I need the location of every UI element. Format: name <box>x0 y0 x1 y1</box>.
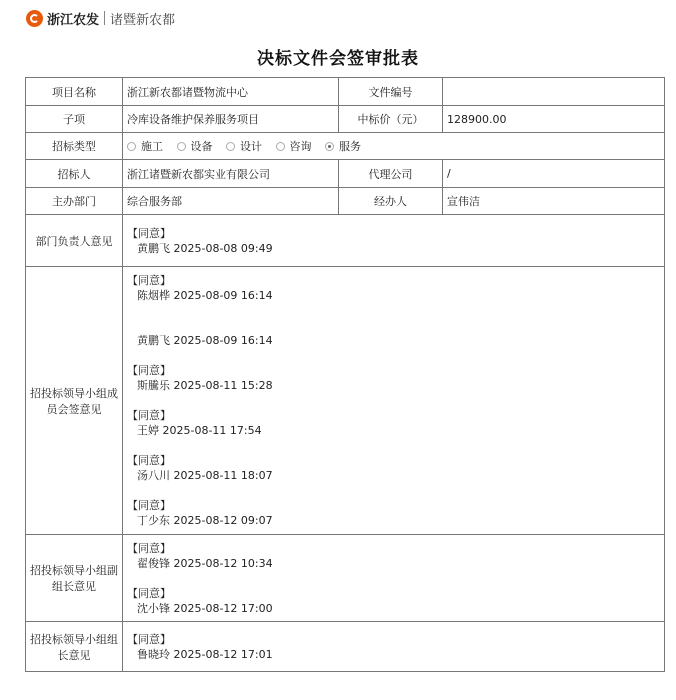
opinion-entry <box>127 632 660 662</box>
opinion-signature: 王婷 2025-08-11 17:54 <box>137 424 262 437</box>
radio-circle-icon <box>127 142 136 151</box>
dept-head-opinion <box>123 215 665 267</box>
type-radio-construction[interactable] <box>127 138 163 154</box>
file-no-value <box>443 78 665 106</box>
type-radio-service[interactable] <box>325 138 361 154</box>
agent-label: 代理公司 <box>339 160 443 188</box>
opinion-signature: 沈小锋 2025-08-12 17:00 <box>137 601 273 615</box>
opinion-agree: 【同意】 <box>127 274 171 287</box>
brand-divider <box>104 11 105 25</box>
page-title: 决标文件会签审批表 <box>257 49 419 69</box>
opinion-agree: 【同意】 <box>127 541 171 555</box>
opinion-signature: 陈烟桦 2025-08-09 16:14 <box>137 289 273 302</box>
table-row <box>26 622 665 672</box>
dept-head-opinion-label: 部门负责人意见 <box>26 215 123 267</box>
opinion-entry <box>127 408 660 438</box>
opinion-signature: 鲁晓玲 2025-08-12 17:01 <box>137 647 273 661</box>
opinion-agree: 【同意】 <box>127 586 171 600</box>
opinion-entry <box>127 273 660 303</box>
vice-leaders-opinion <box>123 535 665 622</box>
agent-value: / <box>443 160 665 188</box>
opinion-entry <box>127 498 660 528</box>
radio-checked-icon <box>325 142 334 151</box>
opinion-signature: 丁少东 2025-08-12 09:07 <box>137 514 273 527</box>
vice-leaders-opinion-label: 招投标领导小组副组长意见 <box>26 535 123 622</box>
radio-label: 服务 <box>339 140 361 153</box>
sub-item-value: 冷库设备维护保养服务项目 <box>123 106 339 133</box>
radio-circle-icon <box>177 142 186 151</box>
brand-name: 浙江农发 <box>47 12 100 28</box>
opinion-signature: 翟俊锋 2025-08-12 10:34 <box>137 556 273 570</box>
opinion-agree: 【同意】 <box>127 499 171 512</box>
table-row <box>26 188 665 215</box>
opinion-entry <box>127 586 660 616</box>
sub-item-label: 子项 <box>26 106 123 133</box>
radio-label: 施工 <box>141 140 163 153</box>
opinion-signature: 斯騰乐 2025-08-11 15:28 <box>137 379 273 392</box>
radio-circle-icon <box>226 142 235 151</box>
radio-circle-icon <box>276 142 285 151</box>
table-row <box>26 215 665 267</box>
type-radio-equipment[interactable] <box>177 138 213 154</box>
radio-label: 设备 <box>190 140 213 153</box>
bid-price-label: 中标价（元） <box>339 106 443 133</box>
table-row <box>26 78 665 106</box>
type-radio-design[interactable] <box>226 138 262 154</box>
dept-label: 主办部门 <box>26 188 123 215</box>
opinion-agree: 【同意】 <box>127 454 171 467</box>
leader-opinion-label: 招投标领导小组组长意见 <box>26 622 123 672</box>
approval-table <box>25 77 665 672</box>
opinion-agree: 【同意】 <box>127 226 171 240</box>
brand-mark-icon <box>26 10 43 27</box>
opinion-agree: 【同意】 <box>127 409 171 422</box>
opinion-entry <box>127 541 660 571</box>
opinion-entry <box>127 226 660 256</box>
table-row <box>26 106 665 133</box>
members-opinion-label: 招投标领导小组成员会签意见 <box>26 267 123 535</box>
dept-value: 综合服务部 <box>123 188 339 215</box>
opinion-agree <box>127 318 660 333</box>
type-radio-group <box>123 133 665 160</box>
opinion-agree: 【同意】 <box>127 632 171 646</box>
type-radio-consulting[interactable] <box>276 138 312 154</box>
leader-opinion <box>123 622 665 672</box>
radio-label: 咨询 <box>289 140 312 153</box>
brand-logo <box>26 8 175 28</box>
table-row <box>26 267 665 535</box>
table-row <box>26 133 665 160</box>
brand-sub-name: 诸暨新农都 <box>110 12 176 28</box>
handler-value: 宣伟洁 <box>443 188 665 215</box>
opinion-signature: 黄鹏飞 2025-08-09 16:14 <box>137 334 273 347</box>
project-name-label: 项目名称 <box>26 78 123 106</box>
tenderer-value: 浙江诸暨新农都实业有限公司 <box>123 160 339 188</box>
opinion-entry <box>127 318 660 348</box>
opinion-entry <box>127 363 660 393</box>
opinion-entry <box>127 453 660 483</box>
handler-label: 经办人 <box>339 188 443 215</box>
table-row <box>26 535 665 622</box>
project-name-value: 浙江新农都诸暨物流中心 <box>123 78 339 106</box>
tenderer-label: 招标人 <box>26 160 123 188</box>
table-row <box>26 160 665 188</box>
radio-label: 设计 <box>240 140 262 153</box>
file-no-label: 文件编号 <box>339 78 443 106</box>
opinion-agree: 【同意】 <box>127 364 171 377</box>
members-opinion <box>123 267 665 535</box>
opinion-signature: 汤八川 2025-08-11 18:07 <box>137 469 273 482</box>
opinion-signature: 黄鹏飞 2025-08-08 09:49 <box>137 241 273 255</box>
type-label: 招标类型 <box>26 133 123 160</box>
bid-price-value: 128900.00 <box>443 106 665 133</box>
